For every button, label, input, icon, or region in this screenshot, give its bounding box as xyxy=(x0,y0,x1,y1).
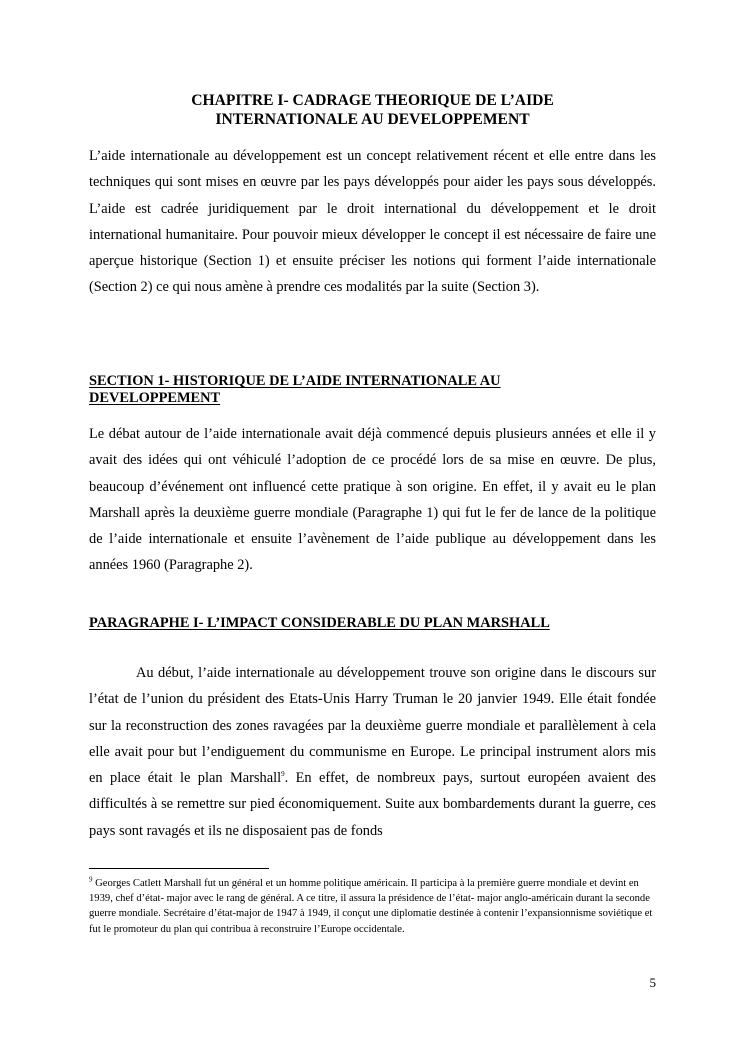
footnote-9 xyxy=(89,876,656,937)
section-1-heading xyxy=(89,373,656,407)
section-1-heading-line-1: SECTION 1- HISTORIQUE DE L’AIDE INTERNATIONALE AU xyxy=(89,373,501,389)
document-page xyxy=(89,0,656,1053)
footnote-text: Georges Catlett Marshall fut un général et un homme politique américain. Il participa à la première guerre mondiale et devint en 1939, chef d’état- major avec le rang de général. A ce titre, il assura la présidence de l’état- major anglo-américain durant la seconde guerre mondiale. Secrétaire d’état-major de 1947 à 1949, il conçut une diplomatie destinée à contenir l’expansionnisme soviétique et fut le promoteur du plan qui contribua à reconstruire l’Europe occidentale. xyxy=(89,878,653,935)
paragraph-1-heading: PARAGRAPHE I- L’IMPACT CONSIDERABLE DU PLAN MARSHALL xyxy=(89,615,550,631)
intro-paragraph: L’aide internationale au développement est un concept relativement récent et elle entre dans les techniques qui sont mises en œuvre par les pays développés pour aider les pays sous développés. L’aide est cadrée juridiquement par le droit international du développement et le droit international humanitaire. Pour pouvoir mieux développer le concept il est nécessaire de faire une aperçue historique (Section 1) et ensuite préciser les notions qui forment l’aide internationale (Section 2) ce qui nous amène à prendre ces modalités par la suite (Section 3). xyxy=(89,148,656,296)
page-number: 5 xyxy=(649,975,656,990)
paragraph-1-body: Au début, l’aide internationale au développement trouve son origine dans le discours sur l’état de l’union du président des Etats-Unis Harry Truman le 20 janvier 1949. Elle était fondée sur la reconstruction des zones ravagées par la deuxième guerre mondiale et parallèlement à cela elle avait pour but l’endiguement du communisme en Europe. Le principal instrument alors mis en place était le plan Marshall$^9$. En effet, de nombreux pays, surtout européen avaient des difficultés à se remettre sur pied économiquement. Suite aux bombardements durant la guerre, ces pays sont ravagés et ils ne disposaient pas de fonds xyxy=(89,665,656,839)
footnote-separator xyxy=(89,868,269,869)
chapter-title-line-1: CHAPITRE I- CADRAGE THEORIQUE DE L’AIDE xyxy=(191,92,554,109)
section-1-heading-line-2: DEVELOPPEMENT xyxy=(89,390,221,406)
chapter-title-line-2: INTERNATIONALE AU DEVELOPPEMENT xyxy=(215,111,530,128)
section-1-paragraph: Le débat autour de l’aide internationale avait déjà commencé depuis plusieurs années et elle il y avait des idées qui ont véhiculé l’adoption de ce procédé lors de sa mise en œuvre. De plus, beaucoup d’événement ont influencé cette pratique à son origine. En effet, il y avait eu le plan Marshall après la deuxième guerre mondiale (Paragraphe 1) qui fut le fer de lance de la politique de l’aide internationale et ensuite l’avènement de l’aide publique au développement dans les années 1960 (Paragraphe 2). xyxy=(89,426,656,574)
footnote-reference[interactable]: 9 xyxy=(281,770,285,779)
footnote-number: 9 xyxy=(89,875,93,884)
chapter-title xyxy=(89,91,656,129)
